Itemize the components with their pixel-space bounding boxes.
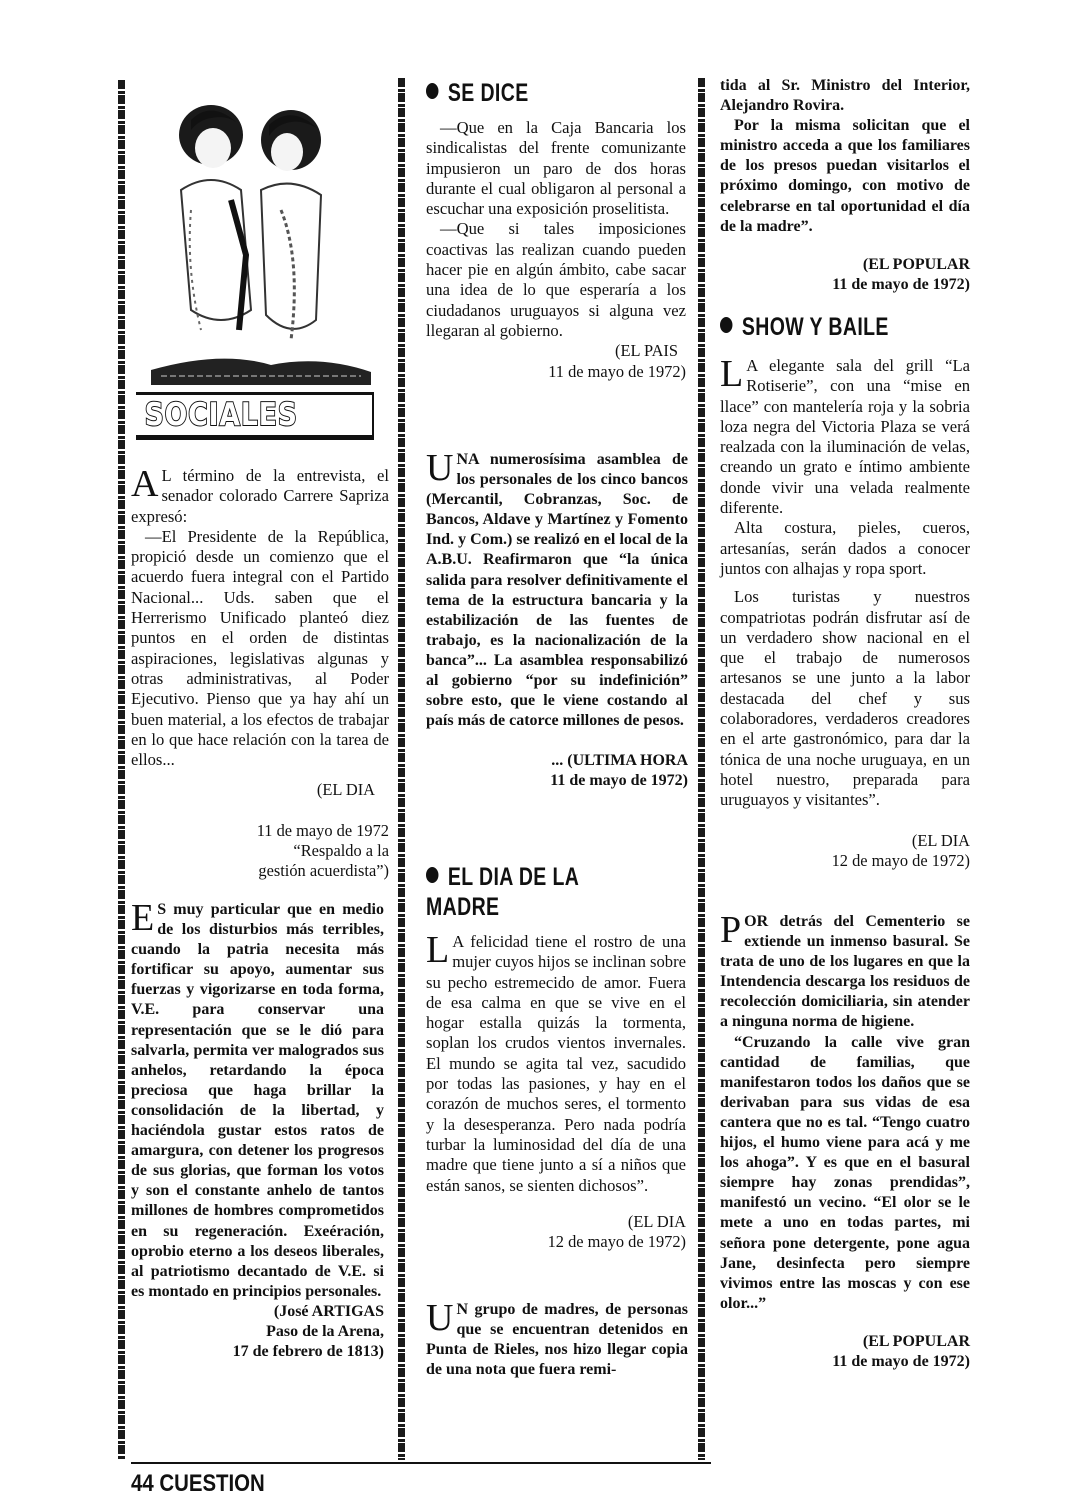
drop-cap: L — [720, 353, 744, 395]
page-footer — [131, 1470, 265, 1498]
se-dice-heading: SE DICE — [426, 78, 629, 108]
madres-presas-source-name: (EL POPULAR — [862, 255, 970, 273]
basural-article — [720, 909, 970, 1372]
dia-madre-section — [426, 862, 686, 1252]
se-dice-source-date: 11 de mayo de 1972) — [548, 361, 686, 381]
madres-presas-paragraph-2: Por la misma solicitan que el ministro acceda a que los familiares de los presos puedan visitarlos el próximo domingo, con motivo de celebrarse en tal oportunidad el día de la madre”. — [720, 117, 970, 235]
madres-presas-continuation: tida al Sr. Ministro del Interior, Alejandro Rovira. — [720, 77, 970, 115]
drop-cap: E — [131, 897, 155, 939]
drop-cap: L — [426, 929, 450, 971]
artigas-signature-2: Paso de la Arena, — [266, 1322, 384, 1340]
column-rule-2 — [698, 78, 705, 1460]
dia-madre-paragraph: L A felicidad tiene el rostro de una mujer cuyos hijos se inclinan sobre su pecho estremecido de amor. Fuera de esa calma en que se vive en el hogar estalla quizás la tormenta, soplan los crudos vientos invernales. El mundo se agita tal vez, sacudido por todas las pasiones, y hay en el corazón de muchos seres, el tormento y la desesperanza. Pero nada podría turbar la luminosidad del día de una madre que tiene junto a sí a niños que están sanos, se sienten dichosos”. — [426, 929, 686, 1195]
madres-presas-paragraph-1: U N grupo de madres, de personas que se encuentran detenidos en Punta de Rieles, nos hizo llegar copia de una nota que fuera remi- — [426, 1297, 688, 1379]
artigas-article — [131, 897, 384, 1362]
show-source-name: (EL DIA — [911, 830, 970, 850]
se-dice-paragraph-2: —Que si tales imposiciones coactivas las realizan cuando pueden hacer pie en algún ámbito, cabe sacar una idea de lo que esperaría a los ciudadanos uruguayos si alguna vez llegaran al gobierno. — [426, 219, 686, 340]
dia-madre-heading-2: MADRE — [426, 893, 500, 921]
banner-underline — [136, 436, 374, 440]
madres-presas-source-date: 11 de mayo de 1972) — [832, 275, 970, 293]
column-rule-1 — [398, 78, 405, 1460]
asamblea-article — [426, 447, 688, 792]
sociales-source-date: 11 de mayo de 1972 — [256, 820, 389, 840]
show-heading: SHOW Y BAILE — [720, 312, 915, 342]
bullet-icon — [426, 867, 438, 883]
basural-source-name: (EL POPULAR — [862, 1332, 970, 1350]
se-dice-paragraph-1: —Que en la Caja Bancaria los sindicalistas del frente comunizante impusieron un paro de dos horas durante el cual obligaron al personal a escuchar una exposición proselitista. — [426, 118, 686, 219]
asamblea-source-date: 11 de mayo de 1972) — [550, 772, 688, 790]
dia-madre-heading-1: EL DIA DE LA — [426, 862, 629, 892]
sociales-article — [131, 463, 389, 882]
bullet-icon — [720, 317, 732, 333]
artigas-signature-1: (José ARTIGAS — [273, 1302, 384, 1320]
sociales-source-name: (EL DIA — [316, 780, 375, 800]
show-source-date: 12 de mayo de 1972) — [831, 850, 970, 870]
asamblea-source-name: ... (ULTIMA HORA — [551, 752, 688, 770]
asamblea-paragraph: UNA numerosísima asamblea de los personales de los cinco bancos (Mercantil, Cobranzas, Soc. de Bancos, Aldave y Martínez y Fomento Ind. y Com.) se realizó en el local de la A.B.U. Reafirmaron que “la única salida para resolver definitivamente el tema de la estructura bancaria y la estabilización de las fuentes de trabajo, es la nacionalización de la banca”... La asamblea responsabilizó al gobierno “por su indefinición” sobre esto, que le viene costando al país más de catorce millones de pesos. — [426, 447, 688, 730]
drop-cap: U — [426, 1297, 454, 1339]
drop-cap: U — [426, 447, 454, 489]
page-number: 44 — [131, 1470, 154, 1497]
sociales-title: SOCIALES — [144, 397, 298, 433]
drop-cap: A — [131, 463, 159, 505]
left-margin-rule — [118, 80, 125, 1460]
show-paragraph-3: Los turistas y nuestros compatriotas podrán disfrutar así de un verdadero show nacional en el que el trabajo de numerosos artesanos se une junto a la labor destacada del chef y sus colaboradores, verdaderos creadores en el arte gastronómico, para dar la tónica de una noche uruguaya, en un hotel nuestro, preparada para uruguayos y visitantes”. — [720, 587, 970, 810]
sociales-paragraph-2: —El Presidente de la República, propició desde un comienzo que el acuerdo fuera integral con el Partido Nacional... Uds. saben que el Herrerismo Unificado planteó diez puntos en el orden de distintas aspiraciones, legislativas algunas y otras administrativas, al Poder Ejecutivo. Pienso que ya hay ahí un buen material, a los efectos de trabajar en lo que hace relación con la tarea de ellos... — [131, 526, 389, 770]
sociales-source-title-2: gestión acuerdista”) — [258, 861, 389, 881]
magazine-name: CUESTION — [159, 1470, 265, 1497]
dia-madre-source-date: 12 de mayo de 1972) — [547, 1232, 686, 1252]
drop-cap: P — [720, 909, 742, 951]
dia-madre-source-name: (EL DIA — [627, 1211, 686, 1231]
show-section — [720, 312, 970, 871]
footer-rule — [131, 1462, 711, 1464]
show-paragraph-2: Alta costura, pieles, cueros, artesanías, serán dados a conocer juntos con alhajas y ropa sport. — [720, 518, 970, 578]
basural-source-date: 11 de mayo de 1972) — [832, 1352, 970, 1370]
show-paragraph-1: L A elegante sala del grill “La Rotiserie”, con una “mise en llace” con mantelería roja y la sobria loza negra del Victoria Plaza se verá realzada con la iluminación de velas, creando un grato e íntimo ambiente donde vivir una velada realmente diferente. — [720, 353, 970, 518]
artigas-signature-3: 17 de febrero de 1813) — [232, 1343, 384, 1361]
madres-presas-article-start — [426, 1297, 688, 1380]
sociales-paragraph-1: A L término de la entrevista, el senador colorado Carrere Sapriza expresó: — [131, 463, 389, 526]
se-dice-section — [426, 78, 686, 382]
bullet-icon — [426, 83, 438, 99]
se-dice-source-name: (EL PAIS — [615, 341, 678, 361]
madres-presas-article-continued — [720, 76, 970, 295]
basural-paragraph-1: POR detrás del Cementerio se extiende un inmenso basural. Se trata de uno de los lugares en que la Intendencia descarga los residuos de recolección domiciliaria, sin atender a ninguna norma de higiene. — [720, 909, 970, 1031]
basural-paragraph-2: “Cruzando la calle vive gran cantidad de familias, que manifestaron todos los daños que se derivaban para sus vidas de esa cantera que no es tal. “Tengo cuatro hijos, el humo viene para acá y me los ahoga”. Y es que en el basural siempre hay zonas prendidas”, manifestó un vecino. “El olor se le mete a uno en todas partes, mi señora pone detergente, pone agua Jane, desinfecta pero siempre vivimos entre las moscas y con ese olor...” — [720, 1033, 970, 1312]
sociales-source-title-1: “Respaldo a la — [293, 841, 389, 861]
artigas-paragraph: E S muy particular que en medio de los disturbios más terribles, cuando la patria necesita más fortificar su apoyo, aumentar sus fuerzas y vigorizarse en toda forma, V.E. para conservar una representación que se le dió para salvarla, permita ver malogrados sus anhelos, retardando la época preciosa que haga brillar la consolidación de la libertad, y haciéndola gustar estos ratos de amargura, con detener los progresos de sus glorias, que forman los votos y son el constante anhelo de tantos millones de hombres comprometidos en su regeneración. Exeéración, oprobio eterno a los deseos liberales, al patriotismo decantado de V.E. si es montado en principios personales. — [131, 897, 384, 1300]
sociales-banner — [136, 392, 374, 437]
sociales-photo — [131, 80, 379, 385]
